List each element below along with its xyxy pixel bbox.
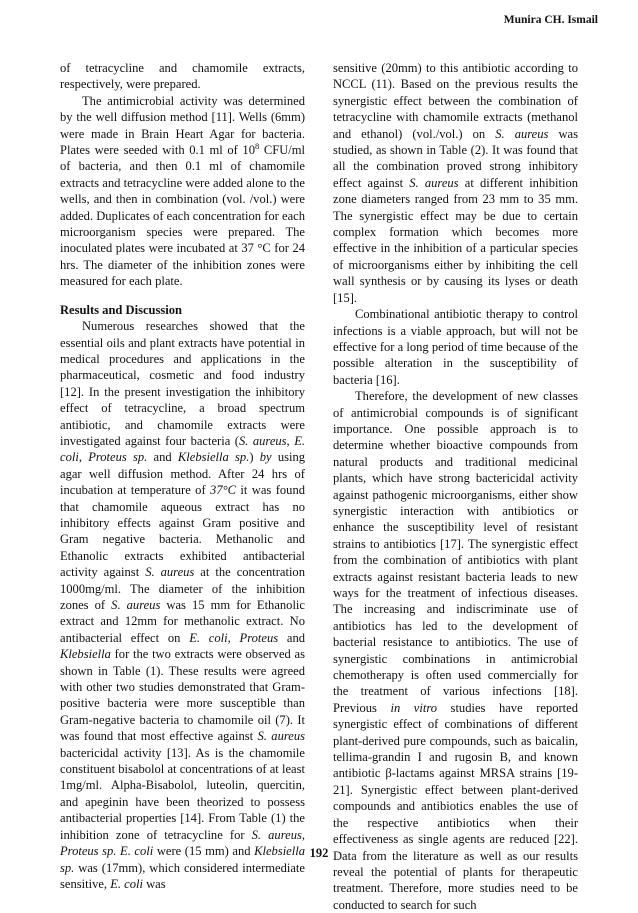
right-column — [333, 60, 578, 913]
paragraph: Therefore, the development of new classes of antimicrobial compounds is of significant importance. One possible approach is to determine whether bioactive compounds from natural products and traditional medicinal plants, which have strong bactericidal activity against pathogenic microorganisms, either show synergistic interaction with antibiotics or enhance the susceptibility level of resistant strains to antibiotics [17]. The synergistic effect from the combination of antibiotics with plant extracts against resistant bacteria leads to new ways for the treatment of infectious diseases. The increasing and indiscriminate use of antibiotics has led to the development of bacterial resistance to antibiotics. The use of synergistic combinations in antimicrobial chemotherapy is often used commercially for the treatment of various infections [18]. Previous in vitro studies have reported synergistic effect of combinations of different plant-derived pure compounds, such as baicalin, tellima-grandin I and rugosin B, and known antibiotic β-lactams against MRSA strains [19-21]. Synergistic effect between plant-derived compounds and antibiotics enables the use of the respective antibiotics when their effectiveness as single agents are reduced [22]. Data from the literature as well as our results reveal the potential of plants for therapeutic treatment. Therefore, more studies need to be conducted to search for such — [333, 389, 578, 912]
italic-text: Proteus sp. E. coli — [60, 844, 154, 859]
paragraph: Numerous researches showed that the essential oils and plant extracts have potential in medical procedures and applications in the pharmaceutical, cosmetic and food industry [12]. In the present investigation the inhibitory effect of tetracycline, a broad spectrum antibiotic, and chamomile extracts were investigated against four bacteria (S. aureus, E. coli, Proteus sp. and Klebsiella sp.) by using agar well diffusion method. After 24 hrs of incubation at temperature of 37°C it was found that chamomile aqueous extract has no inhibitory effects against Gram positive and Gram negative bacteria. Methanolic and Ethanolic extracts exhibited antibacterial activity against S. aureus at the concentration 1000mg/ml. The diameter of the inhibition zones of S. aureus was 15 mm for Ethanolic extract and 12mm for methanolic extract. No antibacterial effect on E. coli, Proteus and Klebsiella for the two extracts were observed as shown in Table (1). These results were agreed with other two studies demonstrated that Gram-positive bacteria were more susceptible than Gram-negative bacteria to chamomile oil (7). It was found that most effective against S. aureus bactericidal activity [13]. As is the chamomile constituent bisabolol at concentrations of at least 1mg/ml. Alpha-Bisabolol, luteolin, quercitin, and apeginin have been theorized to possess antibacterial properties [14]. From Table (1) the inhibition zone of tetracycline for S. aureus, Proteus sp. E. coli were (15 mm) and Klebsiella sp. was (17mm), which considered intermediate sensitive, E. coli was — [60, 319, 306, 891]
italic-text: S. aureus — [145, 565, 195, 580]
paragraph: Combinational antibiotic therapy to control infections is a viable approach, but will not be effective for a long period of time because of the possible alteration in the susceptibility of bacteria [16]. — [333, 307, 578, 387]
italic-text: E. coli, Proteus — [189, 630, 279, 645]
italic-text: S. aureus — [409, 175, 459, 190]
section-heading: Results and Discussion — [60, 302, 183, 317]
italic-text: by — [259, 450, 272, 465]
italic-text: S. aureus — [111, 598, 161, 612]
page-number: 192 — [309, 846, 329, 860]
italic-text: S. aureus, E. coli — [60, 433, 305, 465]
italic-text: S. aureus — [257, 729, 305, 744]
superscript: 8 — [254, 140, 260, 151]
italic-text: Proteus sp. — [88, 450, 148, 465]
italic-text: Klebsiella sp. — [177, 450, 250, 465]
italic-text: 37°C — [210, 483, 236, 498]
italic-text: Klebsiella — [60, 647, 111, 662]
paragraph: sensitive (20mm) to this antibiotic according to NCCL (11). Based on the previous results the synergistic effect between the combination of tetracycline with chamomile extracts (methanol and ethanol) (vol./vol.) on S. aureus was studied, as shown in Table (2). It was found that all the combination proved strong inhibitory effect against S. aureus at different inhibition zone diameters ranged from 23 mm to 35 mm. The synergistic effect may be due to certain complex formation which becomes more effective in the inhibition of a particular species of microorganisms either by inhibiting the cell wall synthesis or by causing its lyses or death [15]. — [333, 61, 578, 305]
italic-text: Klebsiella sp. — [60, 844, 305, 875]
italic-text: S. aureus — [495, 126, 549, 141]
paragraph: The antimicrobial activity was determined by the well diffusion method [11]. Wells (6mm) were made in Brain Heart Agar for bacteria. Plates were seeded with 0.1 ml of $10^8$ CFU/ml of bacteria, and then 0.1 ml of chamomile extracts and tetracycline were added alone to the wells, and then in combination (vol. /vol.) were added. Duplicates of each concentration for each microorganism species were prepared. The inoculated plates were incubated at 37 °C for 24 hrs. The diameter of the inhibition zones were measured for each plate. — [60, 93, 305, 289]
paragraph: of tetracycline and chamomile extracts, respectively, were prepared. — [60, 61, 305, 92]
italic-text: in vitro — [390, 700, 438, 715]
italic-text: E. coli — [110, 876, 143, 891]
running-head: Munira CH. Ismail — [503, 14, 598, 26]
italic-text: S. aureus — [251, 827, 302, 842]
left-column — [60, 60, 305, 892]
